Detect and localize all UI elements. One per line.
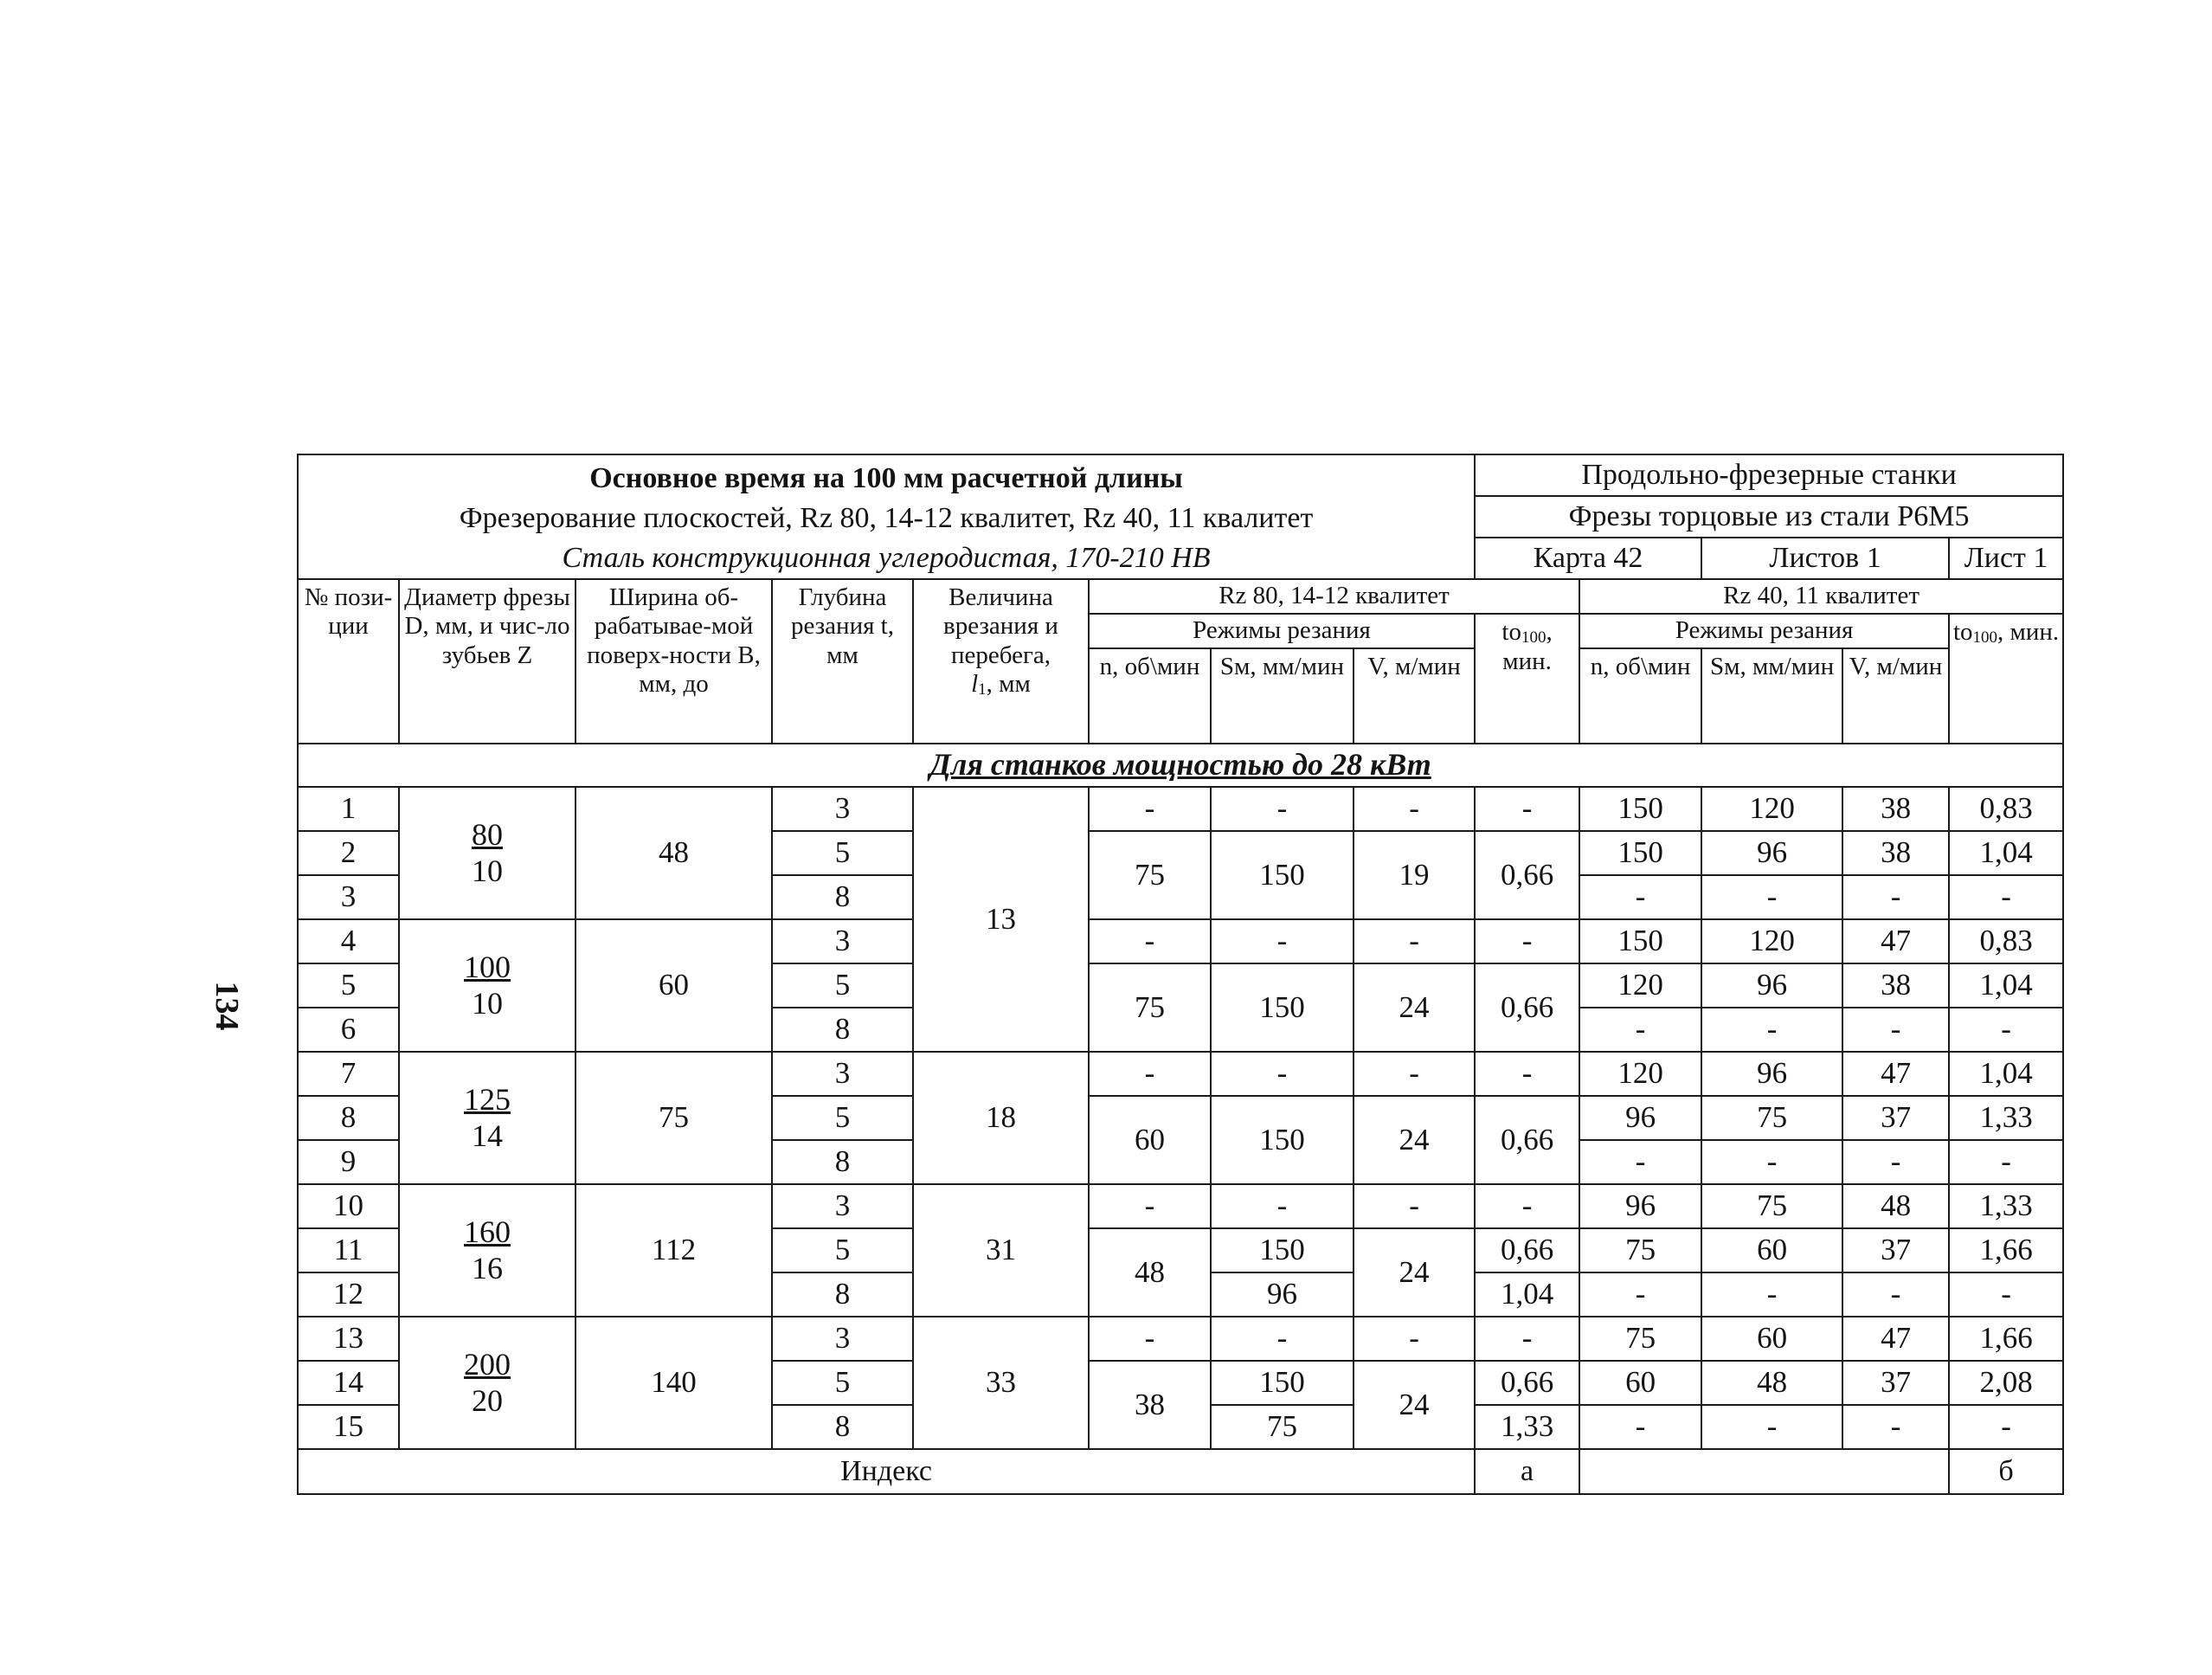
cell-diameter (399, 787, 576, 919)
cell-sm-rz80: 96 (1211, 1272, 1354, 1317)
cell-sm-rz40: - (1701, 1272, 1842, 1317)
cell-to-rz40: 0,83 (1949, 919, 2063, 963)
cell-n-rz80: 75 (1089, 963, 1211, 1052)
cell-to-rz40: - (1949, 1008, 2063, 1052)
teeth-z: 14 (472, 1118, 503, 1153)
cell-sm-rz40: 60 (1701, 1228, 1842, 1272)
group-rz40: Rz 40, 11 квалитет (1579, 579, 2063, 614)
teeth-z: 10 (472, 985, 503, 1021)
col-overrun-symbol: l (971, 670, 979, 699)
machine-type: Продольно-фрезерные станки (1475, 454, 2063, 496)
cell-n-rz80: 75 (1089, 831, 1211, 919)
cell-v-rz40: 37 (1842, 1096, 1949, 1140)
cell-v-rz80: 24 (1354, 1096, 1475, 1184)
cell-sm-rz40: 96 (1701, 831, 1842, 875)
cell-sm-rz80: 150 (1211, 831, 1354, 919)
cell-n-rz80: - (1089, 919, 1211, 963)
page-number: 134 (209, 981, 245, 1031)
cell-v-rz80: - (1354, 1317, 1475, 1361)
cell-v-rz80: 19 (1354, 831, 1475, 919)
cell-sm-rz40: 96 (1701, 963, 1842, 1008)
teeth-z: 10 (472, 853, 503, 888)
cell-pos: 8 (298, 1096, 399, 1140)
cell-to-rz80: - (1475, 787, 1579, 831)
cell-diameter (399, 1184, 576, 1317)
cell-sm-rz40: 60 (1701, 1317, 1842, 1361)
cell-to-rz80: 0,66 (1475, 1096, 1579, 1184)
cell-depth: 3 (772, 919, 913, 963)
cell-sm-rz80: 150 (1211, 963, 1354, 1052)
modes-rz80: Режимы резания (1089, 614, 1475, 648)
cell-n-rz40: 75 (1579, 1228, 1701, 1272)
cell-depth: 5 (772, 1361, 913, 1405)
cell-v-rz80: - (1354, 787, 1475, 831)
cell-n-rz80: - (1089, 1052, 1211, 1096)
cell-v-rz40: - (1842, 1272, 1949, 1317)
cell-to-rz80: - (1475, 1317, 1579, 1361)
to100-unit: , мин. (1997, 618, 2060, 646)
cell-v-rz40: - (1842, 875, 1949, 919)
cell-pos: 1 (298, 787, 399, 831)
cell-sm-rz40: 48 (1701, 1361, 1842, 1405)
cell-depth: 3 (772, 1052, 913, 1096)
cutter-type: Фрезы торцовые из стали Р6М5 (1475, 496, 2063, 538)
cell-v-rz80: - (1354, 1052, 1475, 1096)
cell-width: 112 (576, 1184, 772, 1317)
cell-n-rz80: - (1089, 1184, 1211, 1228)
cell-pos: 9 (298, 1140, 399, 1184)
col-depth: Глубина резания t, мм (772, 579, 913, 744)
cell-sm-rz40: 96 (1701, 1052, 1842, 1096)
cell-n-rz40: - (1579, 1140, 1701, 1184)
cell-depth: 5 (772, 963, 913, 1008)
cell-sm-rz40: 75 (1701, 1096, 1842, 1140)
cell-sm-rz40: - (1701, 875, 1842, 919)
index-blank (1579, 1449, 1949, 1494)
cell-to-rz40: 0,83 (1949, 787, 2063, 831)
cell-v-rz80: 24 (1354, 1361, 1475, 1449)
col-overrun (913, 579, 1089, 744)
cell-v-rz40: - (1842, 1405, 1949, 1449)
cell-pos: 12 (298, 1272, 399, 1317)
index-a: а (1475, 1449, 1579, 1494)
cell-width: 75 (576, 1052, 772, 1184)
cell-to-rz80: 0,66 (1475, 1361, 1579, 1405)
index-b: б (1949, 1449, 2063, 1494)
cell-n-rz80: 38 (1089, 1361, 1211, 1449)
cell-overrun: 13 (913, 787, 1089, 1052)
cell-n-rz80: - (1089, 787, 1211, 831)
cell-depth: 5 (772, 1096, 913, 1140)
modes-rz40: Режимы резания (1579, 614, 1949, 648)
cell-to-rz80: 0,66 (1475, 831, 1579, 919)
cell-sm-rz40: - (1701, 1140, 1842, 1184)
col-width: Ширина об-рабатывае-мой поверх-ности B, мм, до (576, 579, 772, 744)
cell-pos: 6 (298, 1008, 399, 1052)
index-label: Индекс (298, 1449, 1475, 1494)
col-n-rz80: n, об\мин (1089, 648, 1211, 744)
cell-to-rz40: - (1949, 1405, 2063, 1449)
cell-pos: 11 (298, 1228, 399, 1272)
cell-n-rz40: - (1579, 875, 1701, 919)
cell-sm-rz80: - (1211, 1317, 1354, 1361)
cell-to-rz40: 1,66 (1949, 1228, 2063, 1272)
cell-pos: 7 (298, 1052, 399, 1096)
cell-to-rz40: - (1949, 875, 2063, 919)
cell-v-rz40: - (1842, 1140, 1949, 1184)
cell-n-rz40: 75 (1579, 1317, 1701, 1361)
cell-width: 60 (576, 919, 772, 1052)
cell-v-rz40: 37 (1842, 1361, 1949, 1405)
cell-v-rz40: - (1842, 1008, 1949, 1052)
cell-n-rz40: 96 (1579, 1184, 1701, 1228)
cell-to-rz80: 0,66 (1475, 963, 1579, 1052)
cell-diameter (399, 1317, 576, 1449)
col-v-rz40: V, м/мин (1842, 648, 1949, 744)
cell-v-rz40: 47 (1842, 919, 1949, 963)
cell-to-rz40: - (1949, 1272, 2063, 1317)
cell-v-rz40: 48 (1842, 1184, 1949, 1228)
cell-n-rz40: 120 (1579, 963, 1701, 1008)
table-row (298, 1317, 2063, 1361)
cell-sm-rz80: 150 (1211, 1228, 1354, 1272)
to100-sub: 100 (1972, 628, 1998, 647)
cell-sm-rz80: 150 (1211, 1361, 1354, 1405)
cell-depth: 3 (772, 787, 913, 831)
cell-to-rz80: - (1475, 919, 1579, 963)
cell-pos: 3 (298, 875, 399, 919)
cell-v-rz40: 38 (1842, 963, 1949, 1008)
cell-v-rz40: 37 (1842, 1228, 1949, 1272)
col-n-rz40: n, об\мин (1579, 648, 1701, 744)
cell-n-rz40: - (1579, 1008, 1701, 1052)
doc-title: Основное время на 100 мм расчетной длины (589, 462, 1183, 494)
diameter-d: 125 (464, 1082, 511, 1118)
table-row (298, 787, 2063, 831)
title-block (298, 454, 1475, 579)
cell-sm-rz40: 120 (1701, 919, 1842, 963)
cell-width: 140 (576, 1317, 772, 1449)
cell-to-rz80: 1,04 (1475, 1272, 1579, 1317)
cell-v-rz80: 24 (1354, 963, 1475, 1052)
diameter-d: 100 (464, 950, 511, 985)
cell-pos: 10 (298, 1184, 399, 1228)
doc-subtitle: Фрезерование плоскостей, Rz 80, 14-12 квалитет, Rz 40, 11 квалитет (459, 501, 1314, 534)
diameter-d: 80 (472, 817, 503, 853)
cell-depth: 8 (772, 875, 913, 919)
cell-depth: 5 (772, 1228, 913, 1272)
table-row (298, 1184, 2063, 1228)
cell-to-rz40: 1,66 (1949, 1317, 2063, 1361)
cell-v-rz40: 47 (1842, 1317, 1949, 1361)
col-sm-rz40: Sм, мм/мин (1701, 648, 1842, 744)
cell-sm-rz40: - (1701, 1405, 1842, 1449)
cell-depth: 8 (772, 1272, 913, 1317)
cell-overrun: 31 (913, 1184, 1089, 1317)
sheet-number: Лист 1 (1949, 538, 2063, 579)
cell-sm-rz80: - (1211, 787, 1354, 831)
cell-sm-rz80: 75 (1211, 1405, 1354, 1449)
cell-v-rz40: 38 (1842, 831, 1949, 875)
cell-v-rz80: - (1354, 919, 1475, 963)
cell-diameter (399, 919, 576, 1052)
to100-unit: , мин. (1502, 618, 1553, 675)
cell-width: 48 (576, 787, 772, 919)
cell-n-rz40: 120 (1579, 1052, 1701, 1096)
teeth-z: 16 (472, 1250, 503, 1285)
cell-depth: 8 (772, 1008, 913, 1052)
cell-to-rz40: - (1949, 1140, 2063, 1184)
cell-pos: 13 (298, 1317, 399, 1361)
cell-pos: 5 (298, 963, 399, 1008)
col-diameter: Диаметр фрезы D, мм, и чис-ло зубьев Z (399, 579, 576, 744)
table-row (298, 919, 2063, 963)
cell-to-rz40: 1,04 (1949, 831, 2063, 875)
cell-diameter (399, 1052, 576, 1184)
cell-to-rz40: 2,08 (1949, 1361, 2063, 1405)
sheets-total: Листов 1 (1701, 538, 1949, 579)
cell-v-rz80: 24 (1354, 1228, 1475, 1317)
cell-to-rz80: 0,66 (1475, 1228, 1579, 1272)
norm-table (297, 454, 2064, 1495)
cell-sm-rz80: - (1211, 1052, 1354, 1096)
cell-pos: 14 (298, 1361, 399, 1405)
cell-n-rz40: 60 (1579, 1361, 1701, 1405)
cell-sm-rz40: 75 (1701, 1184, 1842, 1228)
cell-n-rz80: 48 (1089, 1228, 1211, 1317)
col-v-rz80: V, м/мин (1354, 648, 1475, 744)
cell-to-rz40: 1,04 (1949, 963, 2063, 1008)
cell-to-rz80: 1,33 (1475, 1405, 1579, 1449)
cell-v-rz40: 47 (1842, 1052, 1949, 1096)
cell-n-rz80: - (1089, 1317, 1211, 1361)
cell-n-rz40: 96 (1579, 1096, 1701, 1140)
col-to100-rz40 (1949, 614, 2063, 744)
cell-sm-rz80: - (1211, 1184, 1354, 1228)
col-pos: № пози-ции (298, 579, 399, 744)
cell-n-rz40: 150 (1579, 787, 1701, 831)
cell-overrun: 33 (913, 1317, 1089, 1449)
col-sm-rz80: Sм, мм/мин (1211, 648, 1354, 744)
cell-pos: 2 (298, 831, 399, 875)
cell-n-rz40: 150 (1579, 831, 1701, 875)
cell-to-rz40: 1,33 (1949, 1184, 2063, 1228)
to100-base: to (1952, 618, 1973, 646)
cell-pos: 4 (298, 919, 399, 963)
cell-sm-rz80: - (1211, 919, 1354, 963)
diameter-d: 200 (464, 1347, 511, 1382)
cell-to-rz80: - (1475, 1052, 1579, 1096)
col-overrun-sub: 1 (978, 680, 987, 699)
card-number: Карта 42 (1475, 538, 1701, 579)
cell-n-rz40: - (1579, 1272, 1701, 1317)
cell-to-rz80: - (1475, 1184, 1579, 1228)
cell-v-rz40: 38 (1842, 787, 1949, 831)
cell-to-rz40: 1,04 (1949, 1052, 2063, 1096)
to100-base: to (1501, 618, 1521, 646)
cell-to-rz40: 1,33 (1949, 1096, 2063, 1140)
cell-sm-rz80: 150 (1211, 1096, 1354, 1184)
cell-pos: 15 (298, 1405, 399, 1449)
cell-depth: 3 (772, 1184, 913, 1228)
cell-n-rz40: - (1579, 1405, 1701, 1449)
cell-n-rz80: 60 (1089, 1096, 1211, 1184)
diameter-d: 160 (464, 1214, 511, 1250)
teeth-z: 20 (472, 1382, 503, 1418)
doc-material: Сталь конструкционная углеродистая, 170-210 HB (562, 541, 1211, 574)
col-overrun-unit: , мм (986, 670, 1031, 699)
cell-sm-rz40: - (1701, 1008, 1842, 1052)
cell-depth: 8 (772, 1140, 913, 1184)
group-rz80: Rz 80, 14-12 квалитет (1089, 579, 1579, 614)
cell-v-rz80: - (1354, 1184, 1475, 1228)
cell-n-rz40: 150 (1579, 919, 1701, 963)
to100-sub: 100 (1521, 628, 1546, 647)
cell-depth: 3 (772, 1317, 913, 1361)
table-row (298, 1052, 2063, 1096)
col-to100-rz80 (1475, 614, 1579, 744)
cell-sm-rz40: 120 (1701, 787, 1842, 831)
cell-depth: 8 (772, 1405, 913, 1449)
cell-depth: 5 (772, 831, 913, 875)
section-title: Для станков мощностью до 28 кВт (298, 744, 2063, 787)
cell-overrun: 18 (913, 1052, 1089, 1184)
col-overrun-text: Величина врезания и перебега, (943, 583, 1058, 669)
